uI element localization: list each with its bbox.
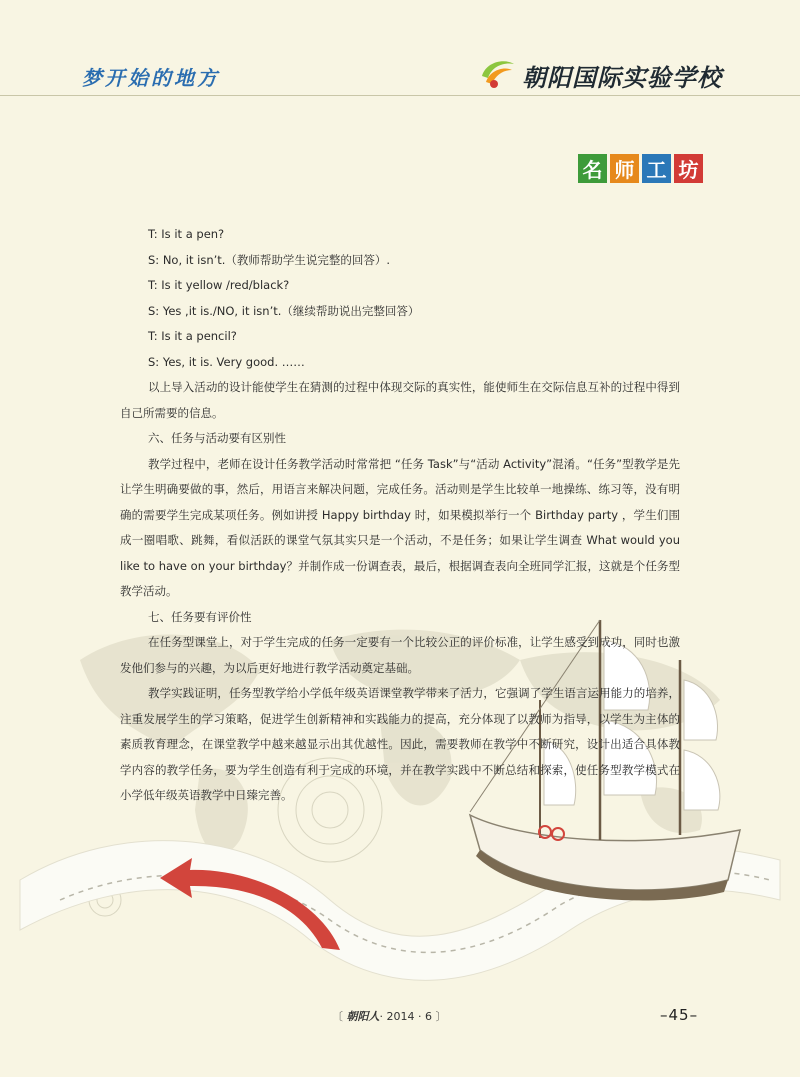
dialog-line: S: No, it isn’t.（教师帮助学生说完整的回答）. (148, 252, 391, 267)
school-name: 朝阳国际实验学校 (522, 63, 722, 92)
header-slogan: 梦开始的地方 (82, 66, 220, 90)
badge-char: 坊 (674, 154, 703, 183)
article-body (120, 222, 680, 809)
dialog-line: S: Yes, it is. Very good. …… (148, 354, 305, 369)
dialog-line: T: Is it a pen? (148, 227, 225, 241)
badge-char: 师 (610, 154, 639, 183)
footer-magazine: 〔 朝阳人· 2014 · 6 〕 (332, 1010, 447, 1023)
section-heading-7: 七、任务要有评价性 (148, 609, 252, 624)
dialog-line: S: Yes ,it is./NO, it isn’t.（继续帮助说出完整回答） (148, 303, 420, 318)
section-heading-6: 六、任务与活动要有区别性 (148, 431, 286, 445)
issue-date: · 2014 · 6 (379, 1010, 432, 1023)
paragraph: 以上导入活动的设计能使学生在猜测的过程中体现交际的真实性，能使师生在交际信息互补的过程中得到自己所需要的信息。 (120, 380, 680, 420)
badge-char: 名 (578, 154, 607, 183)
section-badge (578, 154, 703, 183)
page-number: –45– (660, 1006, 699, 1024)
page-header (0, 0, 800, 96)
paragraph: 教学实践证明，任务型教学给小学低年级英语课堂教学带来了活力，它强调了学生语言运用能力的培养，注重发展学生的学习策略，促进学生创新精神和实践能力的提高，充分体现了以教师为指导，以学生为主体的素质教育理念，在课堂教学中越来越显示出其优越性。因此，需要教师在教学中不断研究，设计出适合具体教学内容的教学任务，要为学生创造有利于完成的环境，并在教学实践中不断总结和探索，使任务型教学模式在小学低年级英语教学中日臻完善。 (120, 686, 680, 802)
paragraph: 教学过程中，老师在设计任务教学活动时常常把 “任务 Task”与“活动 Activity”混淆。“任务”型教学是先让学生明确要做的事，然后，用语言来解决问题，完成任务。活动则是学生比较单一地操练、练习等，没有明确的需要学生完成某项任务。例如讲授 Happy birthday 时，如果模拟举行一个 Birthday party ，学生们围成一圈唱歌、跳舞，看似活跃的课堂气氛其实只是一个活动，不是任务；如果让学生调查 What would you like to have on your birthday？并制作成一份调查表，最后，根据调查表向全班同学汇报，这就是个任务型教学活动。 (120, 456, 680, 598)
dialog-line: T: Is it a pencil? (148, 329, 237, 343)
school-logo-icon (478, 56, 518, 90)
badge-char: 工 (642, 154, 671, 183)
magazine-name: 朝阳人 (346, 1010, 380, 1023)
paragraph: 在任务型课堂上，对于学生完成的任务一定要有一个比较公正的评价标准，让学生感受到成功，同时也激发他们参与的兴趣，为以后更好地进行教学活动奠定基础。 (120, 635, 680, 675)
dialog-line: T: Is it yellow /red/black? (148, 278, 290, 292)
